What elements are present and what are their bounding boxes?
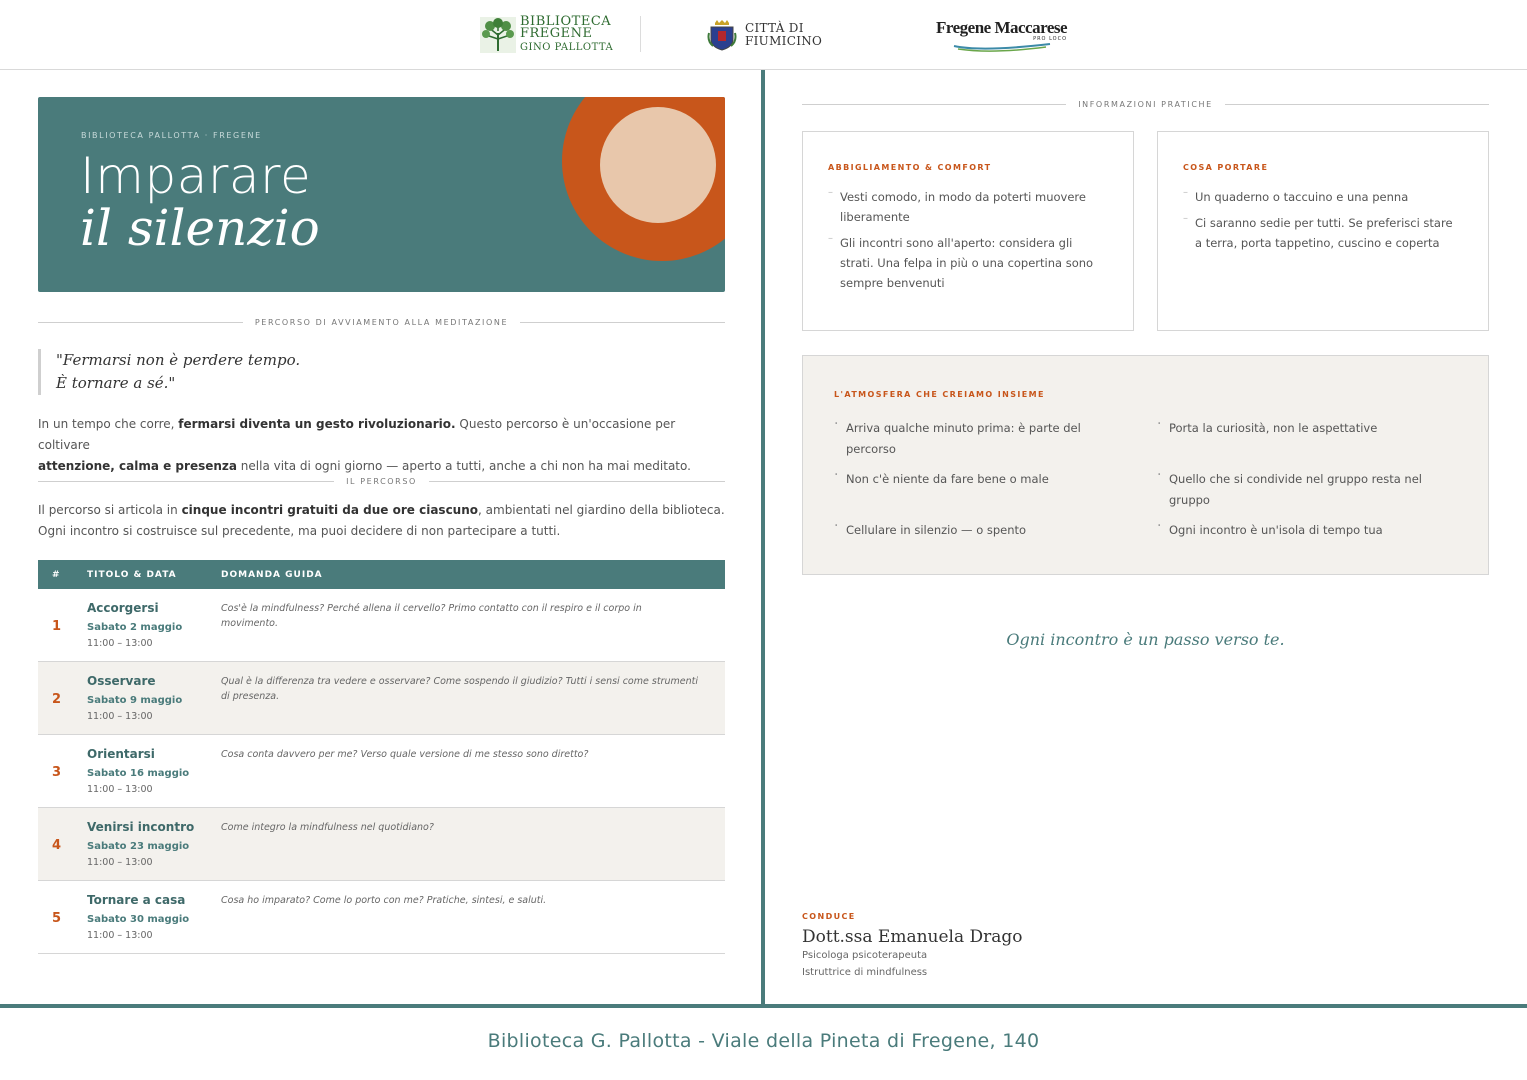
table-row (38, 662, 725, 735)
row-question: Come integro la mindfulness nel quotidiano? (221, 822, 434, 833)
section-heading-percorso-avviamento (38, 318, 725, 327)
row-question: Cosa conta davvero per me? Verso quale versione di me stesso sono diretto? (221, 749, 589, 760)
list-item: – Un quaderno o taccuino e una penna (1183, 187, 1463, 207)
text-run: Il percorso si articola in (38, 503, 182, 517)
section-label: IL PERCORSO (346, 477, 417, 486)
citta-line2: FIUMICINO (745, 34, 823, 48)
row-date: Sabato 9 maggio (87, 695, 183, 706)
tree-icon (480, 17, 516, 53)
text-run: Ogni incontro si costruisce sul precedente, ma puoi decidere di non partecipare a tutti. (38, 524, 561, 538)
row-num: 2 (52, 692, 62, 707)
sun-inner-circle (600, 107, 716, 223)
col-header-question: DOMANDA GUIDA (221, 570, 323, 580)
table-header (38, 560, 725, 589)
schedule-table (38, 560, 725, 954)
text-run-bold: attenzione, calma e presenza (38, 459, 237, 473)
table-row (38, 881, 725, 954)
biblioteca-line1: BIBLIOTECA (520, 14, 612, 29)
section-heading-il-percorso (38, 477, 725, 486)
text-run: In un tempo che corre, (38, 417, 179, 431)
row-date: Sabato 16 maggio (87, 768, 190, 779)
footer-address: Biblioteca G. Pallotta - Viale della Pineta di Fregene, 140 (487, 1030, 1040, 1052)
row-date: Sabato 30 maggio (87, 914, 190, 925)
row-num: 3 (52, 765, 62, 780)
intro-paragraph (38, 414, 728, 477)
proloco-line1: Fregene Maccarese (936, 18, 1068, 37)
row-date: Sabato 2 maggio (87, 622, 183, 633)
conduce-block (802, 912, 1023, 981)
intro-quote (38, 349, 300, 395)
list-item: · Quello che si condivide nel gruppo resta nel gruppo (1157, 469, 1422, 511)
card-abbigliamento (802, 131, 1134, 331)
row-time: 11:00 – 13:00 (87, 857, 153, 868)
row-title: Venirsi incontro (87, 820, 195, 834)
row-title: Accorgersi (87, 601, 159, 615)
section-label: PERCORSO DI AVVIAMENTO ALLA MEDITAZIONE (254, 318, 509, 327)
card-heading: COSA PORTARE (1183, 163, 1269, 172)
bottom-divider (0, 1004, 1527, 1008)
list-item: · Cellulare in silenzio — o spento (834, 520, 1099, 541)
citta-fiumicino-logo (707, 0, 822, 70)
list-item: · Porta la curiosità, non le aspettative (1157, 418, 1422, 439)
citta-line1: CITTÀ DI (745, 21, 804, 35)
row-num: 5 (52, 911, 62, 926)
row-time: 11:00 – 13:00 (87, 711, 153, 722)
biblioteca-logo (480, 0, 613, 70)
card-heading: L'ATMOSFERA CHE CREIAMO INSIEME (834, 390, 1045, 399)
list-item: – Vesti comodo, in modo da poterti muovere liberamente (828, 187, 1108, 227)
list-item: · Arriva qualche minuto prima: è parte del percorso (834, 418, 1099, 460)
table-row (38, 808, 725, 881)
table-row (38, 735, 725, 808)
conduce-name: Dott.ssa Emanuela Drago (802, 927, 1023, 947)
row-time: 11:00 – 13:00 (87, 784, 153, 795)
conduce-role: Psicologa psicoterapeuta (802, 950, 928, 961)
proloco-line2: PRO LOCO (1033, 36, 1068, 42)
row-date: Sabato 23 maggio (87, 841, 190, 852)
hero-title-line1: Imparare (80, 147, 312, 205)
row-time: 11:00 – 13:00 (87, 930, 153, 941)
text-run-bold: fermarsi diventa un gesto rivoluzionario. (178, 417, 456, 431)
logo-bar (0, 0, 1527, 70)
row-title: Orientarsi (87, 747, 155, 761)
card-cosa-portare (1157, 131, 1489, 331)
hero-banner (38, 97, 725, 292)
row-question: Qual è la differenza tra vedere e osservare? Come sospendo il giudizio? Tutti i sensi come strumenti di presenza. (221, 676, 698, 702)
motto: Ogni incontro è un passo verso te. (1006, 630, 1285, 649)
crest-icon (707, 19, 737, 51)
text-run: nella vita di ogni giorno — aperto a tutti, anche a chi non ha mai meditato. (236, 459, 691, 473)
list-item: · Non c'è niente da fare bene o male (834, 469, 1099, 490)
conduce-label: CONDUCE (802, 912, 856, 921)
row-time: 11:00 – 13:00 (87, 638, 153, 649)
section-heading-informazioni (802, 100, 1489, 109)
card-list (1183, 187, 1463, 259)
conduce-role: Istruttrice di mindfulness (802, 967, 928, 978)
text-run-bold: cinque incontri gratuiti da due ore ciascuno (181, 503, 479, 517)
quote-line1: "Fermarsi non è perdere tempo. (56, 351, 301, 369)
col-header-num: # (52, 570, 61, 580)
section-label: INFORMAZIONI PRATICHE (1078, 100, 1213, 109)
biblioteca-line2: FREGENE (520, 26, 593, 41)
hero-kicker: BIBLIOTECA PALLOTTA · FREGENE (81, 131, 262, 140)
col-header-title: TITOLO & DATA (87, 570, 177, 580)
list-item: – Gli incontri sono all'aperto: considera gli strati. Una felpa in più o una copertina sono sempre benvenuti (828, 233, 1108, 293)
row-num: 4 (52, 838, 62, 853)
text-run: , ambientati nel giardino della biblioteca. (478, 503, 725, 517)
column-divider (761, 70, 765, 1008)
card-heading: ABBIGLIAMENTO & COMFORT (828, 163, 992, 172)
percorso-paragraph (38, 500, 728, 542)
table-row (38, 589, 725, 662)
quote-line2: È tornare a sé." (56, 374, 176, 392)
list-item: · Ogni incontro è un'isola di tempo tua (1157, 520, 1422, 541)
waves-icon (952, 42, 1052, 52)
card-list (828, 187, 1108, 299)
row-num: 1 (52, 619, 62, 634)
row-title: Osservare (87, 674, 156, 688)
row-question: Cos'è la mindfulness? Perché allena il cervello? Primo contatto con il respiro e il corpo in movimento. (221, 603, 642, 629)
logo-separator (640, 16, 641, 52)
text-run: Questo percorso è un'occasione per coltivare (38, 417, 676, 452)
proloco-logo (936, 0, 1067, 70)
list-item: – Ci saranno sedie per tutti. Se preferisci stare a terra, porta tappetino, cuscino e coperta (1183, 213, 1463, 253)
row-title: Tornare a casa (87, 893, 186, 907)
hero-title-line2: il silenzio (80, 199, 320, 257)
card-atmosfera (802, 355, 1489, 575)
biblioteca-line3: GINO PALLOTTA (520, 42, 614, 53)
row-question: Cosa ho imparato? Come lo porto con me? Pratiche, sintesi, e saluti. (221, 895, 547, 906)
